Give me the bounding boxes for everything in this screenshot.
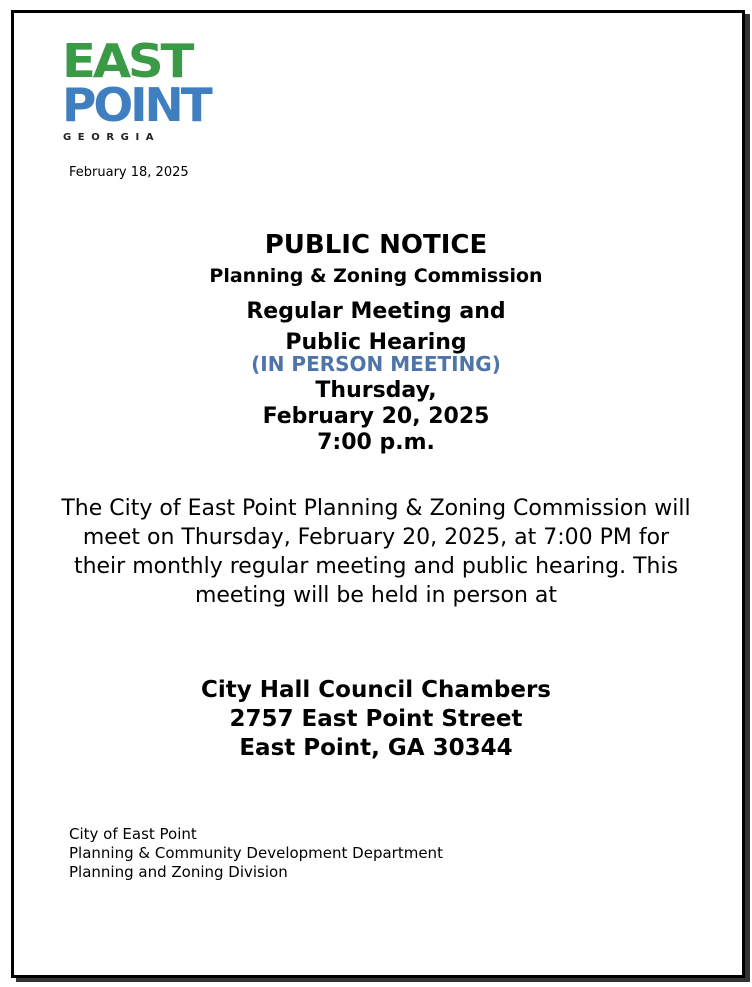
commission-name: Planning & Zoning Commission	[209, 265, 543, 287]
location-venue: City Hall Council Chambers	[201, 677, 551, 703]
meeting-type-line1: Regular Meeting and	[246, 299, 506, 324]
meeting-time: 7:00 p.m.	[317, 430, 435, 455]
location-city: East Point, GA 30344	[239, 735, 513, 761]
meeting-type-line2: Public Hearing	[285, 330, 467, 355]
location-street: 2757 East Point Street	[229, 706, 523, 732]
logo-word-georgia: GEORGIA	[63, 132, 161, 143]
meeting-location	[0, 676, 752, 763]
notice-date: February 18, 2025	[69, 165, 189, 180]
east-point-logo	[62, 34, 232, 150]
meeting-datetime	[0, 378, 752, 456]
meeting-mode: (IN PERSON MEETING)	[251, 352, 501, 376]
logo-word-point: POINT	[62, 78, 210, 132]
footer-department: Planning & Community Development Department	[69, 844, 443, 862]
meeting-date: February 20, 2025	[262, 404, 490, 429]
notice-title: PUBLIC NOTICE	[264, 230, 488, 260]
logo-word-east: EAST	[62, 34, 192, 88]
meeting-type	[0, 296, 752, 358]
footer-city: City of East Point	[69, 825, 197, 843]
footer-division: Planning and Zoning Division	[69, 863, 288, 881]
meeting-day: Thursday,	[315, 378, 437, 403]
notice-body: The City of East Point Planning & Zoning Commission will meet on Thursday, February 20, 2025, at 7:00 PM for their monthly regular meeting and public hearing. This meeting will be held in person at	[61, 496, 691, 608]
issuer-footer	[69, 825, 443, 882]
